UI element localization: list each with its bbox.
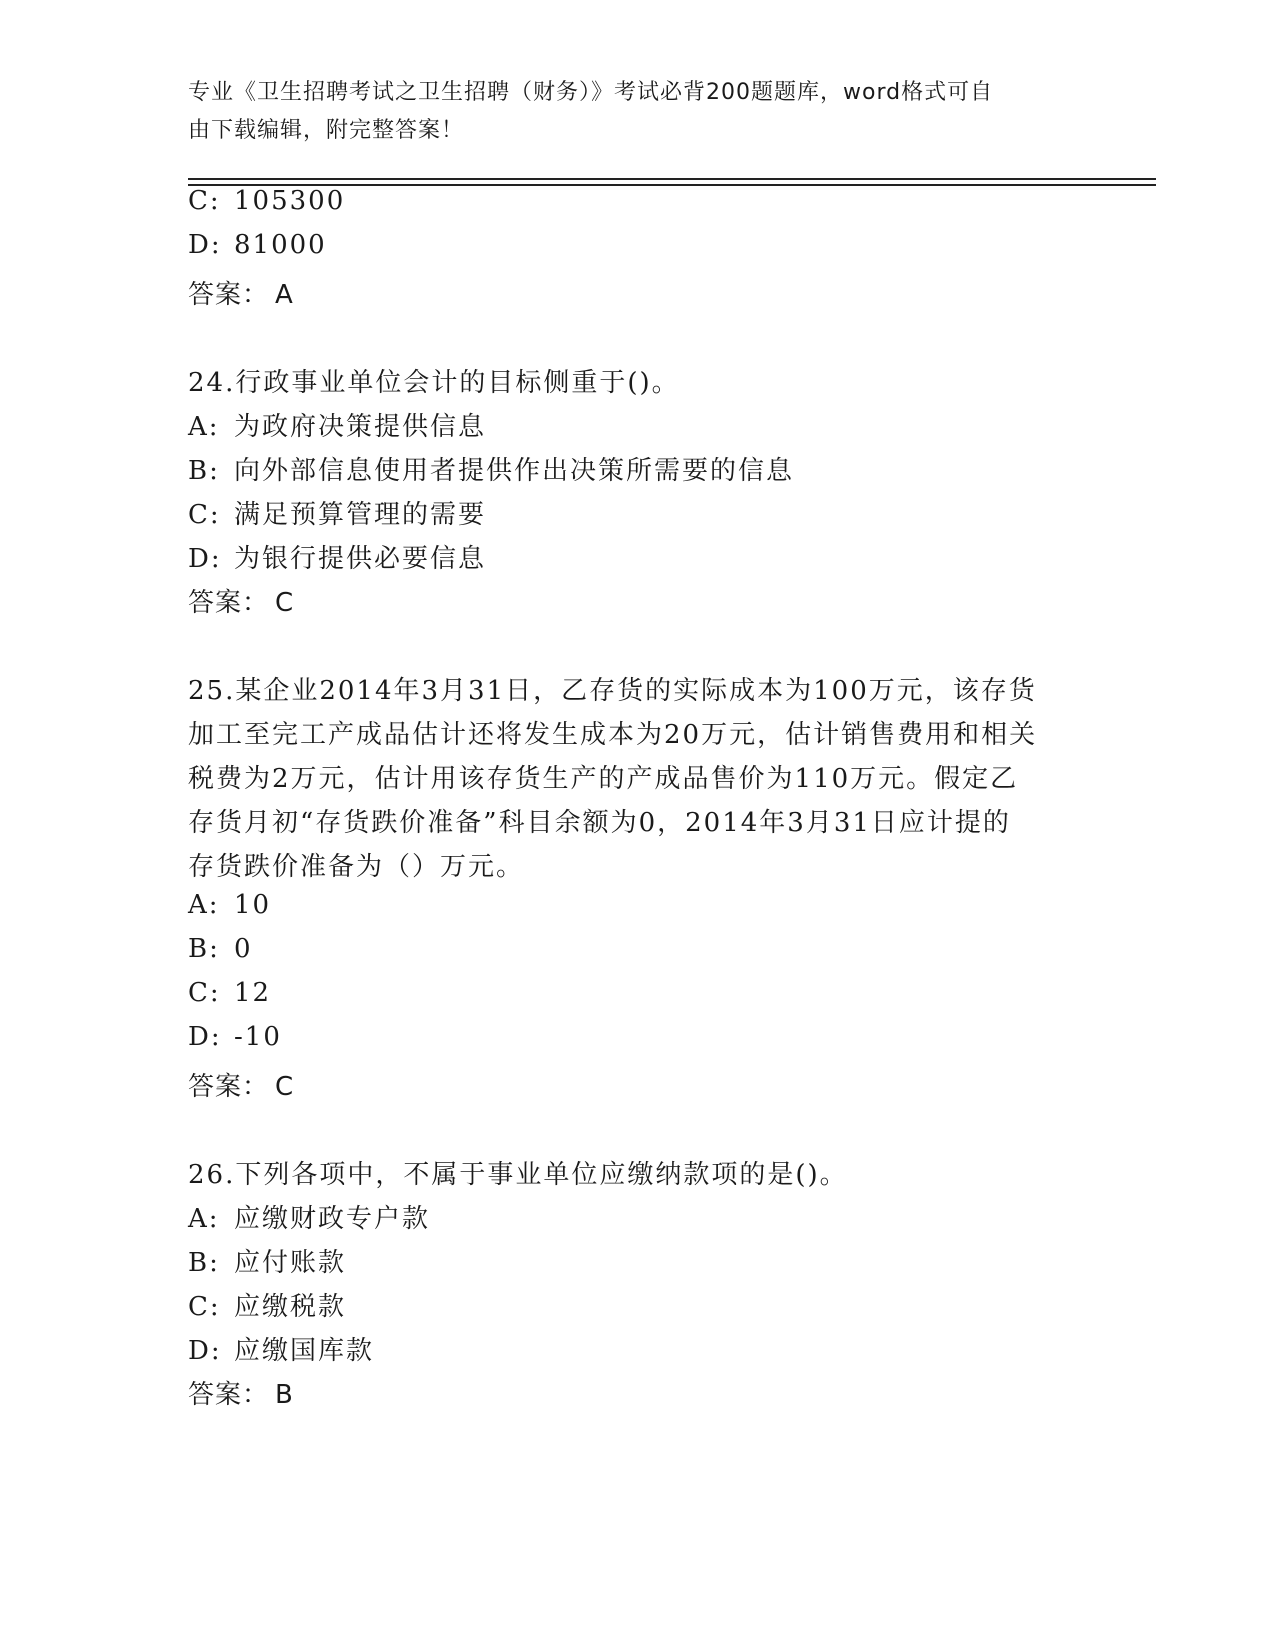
option-text: 10	[234, 890, 272, 920]
question-stem: 存货月初“存货跌价准备”科目余额为0，2014年3月31日应计提的	[188, 808, 1011, 838]
answer-value: A	[275, 280, 294, 310]
option-label: C:	[188, 1292, 221, 1322]
option-text: 105300	[234, 186, 346, 216]
question-stem: 24.行政事业单位会计的目标侧重于()。	[188, 368, 680, 398]
document-header	[188, 74, 1068, 150]
option-label: B:	[188, 934, 220, 964]
option-text: 应缴财政专户款	[234, 1204, 431, 1234]
option-label: A:	[188, 890, 220, 920]
option-text: 12	[234, 978, 272, 1008]
option-text: 0	[234, 934, 253, 964]
option-text: 为银行提供必要信息	[234, 544, 487, 574]
option-d	[188, 1022, 282, 1052]
header-divider-top	[188, 178, 1156, 180]
question-stem: 25.某企业2014年3月31日，乙存货的实际成本为100万元，该存货	[188, 676, 1037, 706]
answer-line	[188, 1374, 294, 1411]
option-label: B:	[188, 456, 220, 486]
option-c	[188, 978, 271, 1008]
option-b	[188, 1242, 346, 1279]
header-line-1: 专业《卫生招聘考试之卫生招聘（财务）》考试必背200题题库，word格式可自	[188, 80, 994, 105]
answer-prefix: 答案：	[188, 1380, 270, 1410]
option-text: 满足预算管理的需要	[234, 500, 487, 530]
option-label: D:	[188, 1022, 222, 1052]
option-b	[188, 934, 253, 964]
option-label: D:	[188, 230, 222, 260]
option-c	[188, 186, 345, 216]
question-stem: 26.下列各项中，不属于事业单位应缴纳款项的是()。	[188, 1160, 848, 1190]
option-d	[188, 538, 486, 575]
option-label: D:	[188, 1336, 222, 1366]
option-text: 应缴国库款	[234, 1336, 375, 1366]
answer-line	[188, 274, 294, 311]
option-text: 81000	[234, 230, 327, 260]
option-c	[188, 1286, 346, 1323]
option-a	[188, 890, 271, 920]
option-label: C:	[188, 500, 221, 530]
question-stem: 存货跌价准备为（）万元。	[188, 852, 525, 882]
option-a	[188, 1198, 430, 1235]
question-stem: 税费为2万元，估计用该存货生产的产成品售价为110万元。假定乙	[188, 764, 1019, 794]
answer-prefix: 答案：	[188, 1072, 270, 1102]
question-stem: 加工至完工产成品估计还将发生成本为20万元，估计销售费用和相关	[188, 720, 1038, 750]
answer-prefix: 答案：	[188, 588, 270, 618]
option-label: A:	[188, 1204, 220, 1234]
answer-value: C	[275, 588, 295, 618]
answer-line	[188, 1066, 294, 1103]
option-text: 应付账款	[234, 1248, 347, 1278]
answer-value: C	[275, 1072, 295, 1102]
option-d	[188, 230, 327, 260]
option-label: B:	[188, 1248, 220, 1278]
option-label: C:	[188, 978, 221, 1008]
answer-prefix: 答案：	[188, 280, 270, 310]
option-text: 向外部信息使用者提供作出决策所需要的信息	[234, 456, 795, 486]
option-label: A:	[188, 412, 220, 442]
option-text: -10	[234, 1022, 282, 1052]
option-d	[188, 1330, 374, 1367]
option-text: 为政府决策提供信息	[234, 412, 487, 442]
answer-value: B	[275, 1380, 294, 1410]
option-c	[188, 494, 486, 531]
option-a	[188, 406, 486, 443]
option-text: 应缴税款	[234, 1292, 347, 1322]
option-label: C:	[188, 186, 221, 216]
header-line-2: 由下载编辑，附完整答案！	[188, 118, 465, 143]
option-b	[188, 450, 794, 487]
option-label: D:	[188, 544, 222, 574]
answer-line	[188, 582, 294, 619]
